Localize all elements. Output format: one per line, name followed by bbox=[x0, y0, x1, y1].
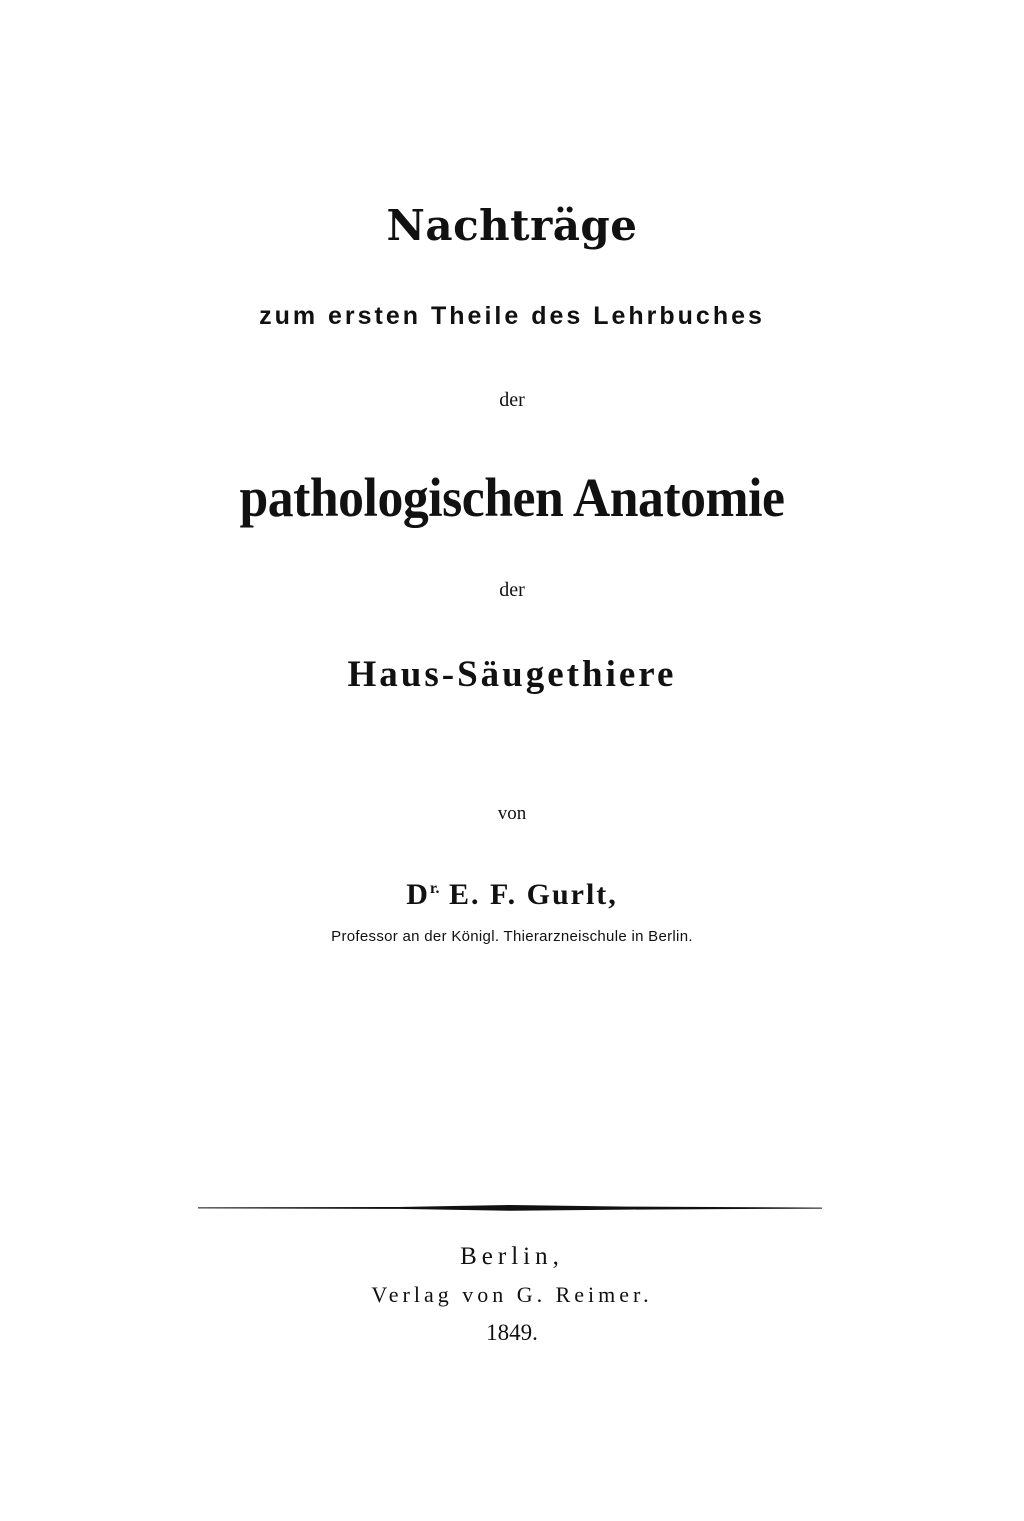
author-name: E. F. Gurlt, bbox=[439, 878, 618, 911]
subject-title: Haus-Säugethiere bbox=[347, 654, 677, 695]
decorative-rule bbox=[198, 1204, 822, 1212]
main-title: pathologischen Anatomie bbox=[239, 467, 785, 528]
publisher: Verlag von G. Reimer. bbox=[371, 1282, 653, 1307]
connector-der-2: der bbox=[499, 579, 525, 601]
book-subtitle: zum ersten Theile des Lehrbuches bbox=[259, 302, 765, 330]
by-line: von bbox=[497, 803, 527, 824]
publication-place: Berlin, bbox=[460, 1243, 564, 1270]
author-affiliation: Professor an der Königl. Thierarzneischule in Berlin. bbox=[331, 928, 693, 945]
author-title: D bbox=[406, 878, 430, 911]
author-line bbox=[0, 880, 1024, 910]
book-title: Nachträge bbox=[386, 201, 638, 250]
publication-year: 1849. bbox=[486, 1320, 538, 1345]
author-title-superscript: r. bbox=[429, 880, 440, 897]
connector-der-1: der bbox=[499, 389, 525, 411]
